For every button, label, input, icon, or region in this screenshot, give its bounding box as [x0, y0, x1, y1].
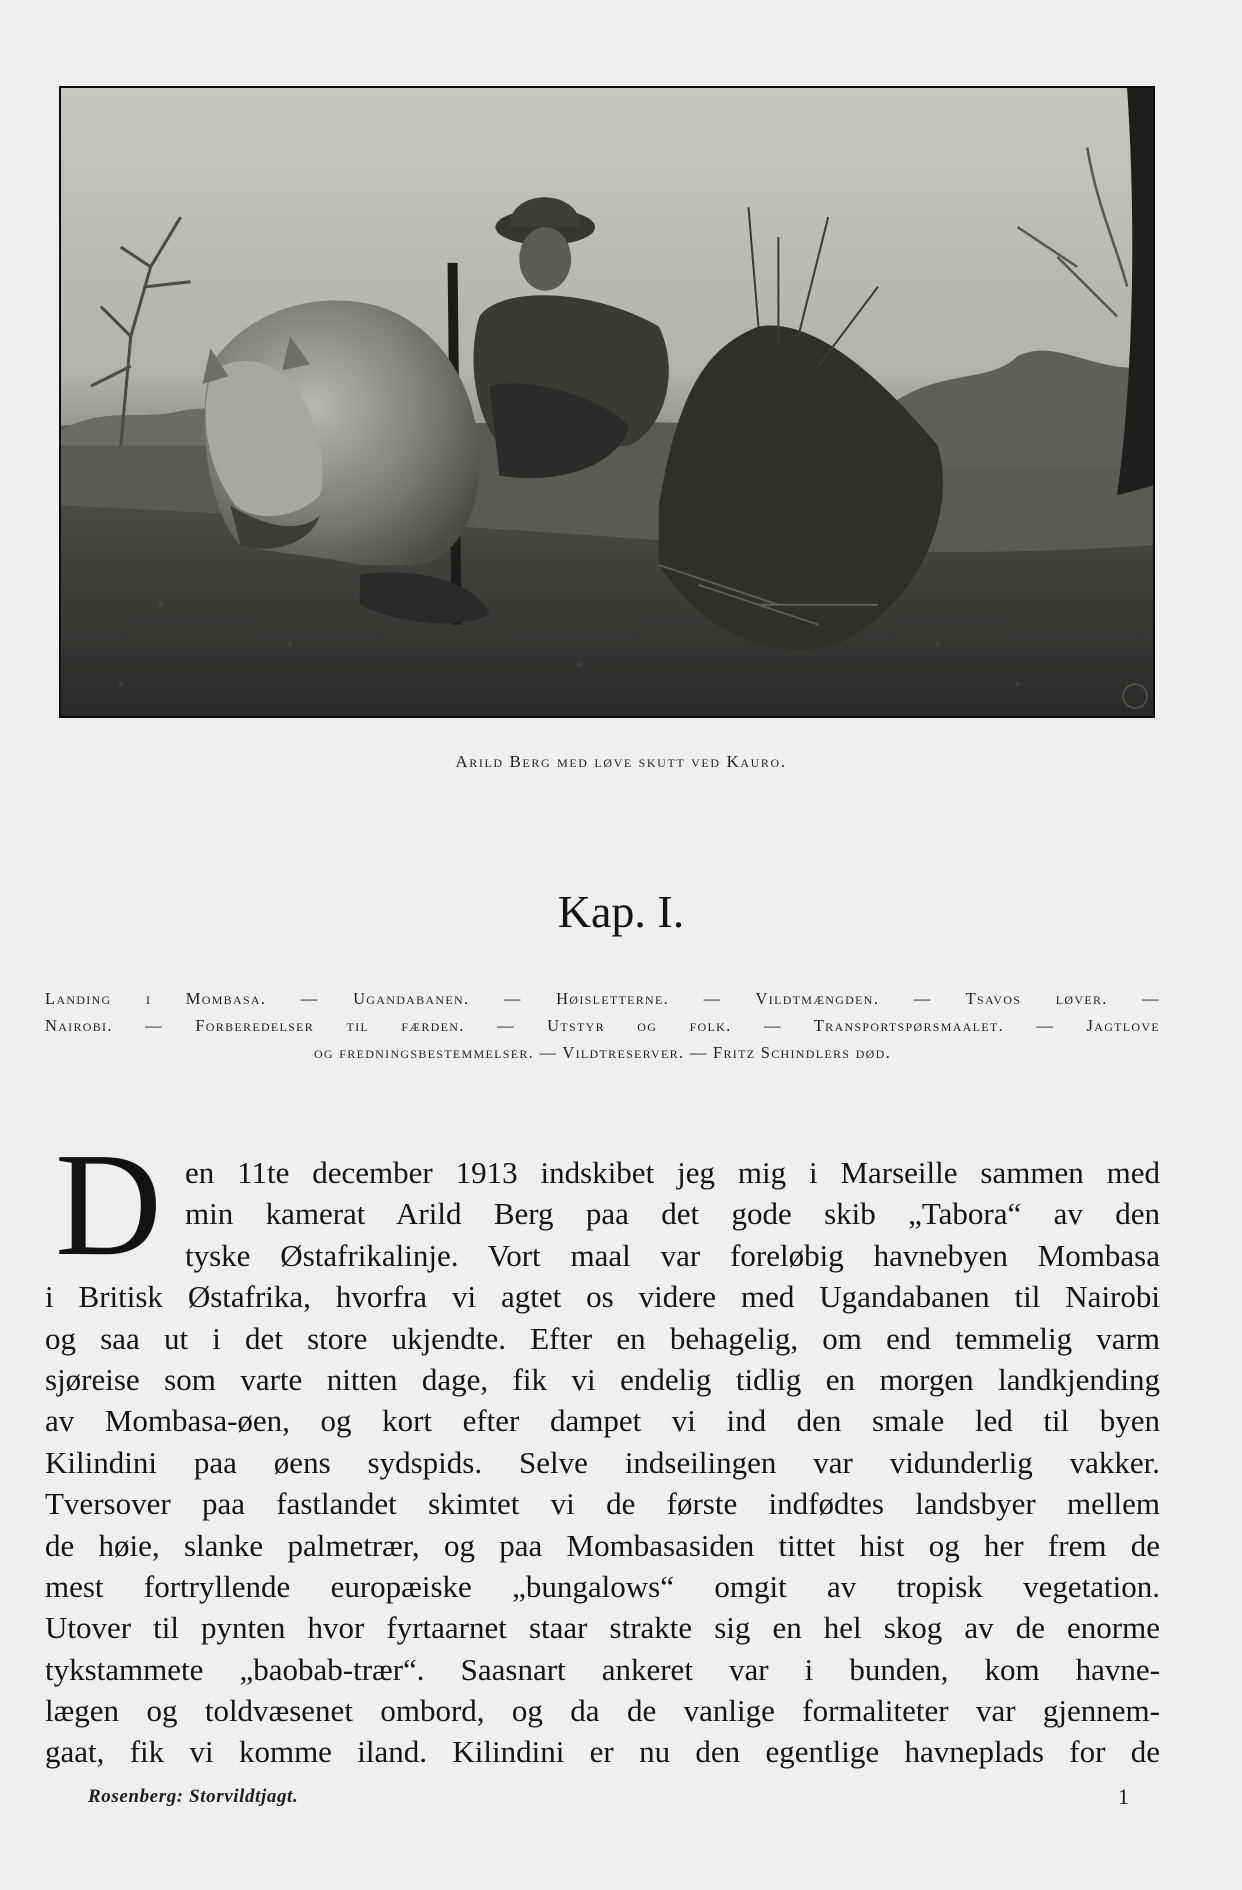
body-line: av Mombasa-øen, og kort efter dampet vi ind den smale led til byen [45, 1403, 1160, 1439]
body-line: mest fortryllende europæiske „bungalows“ omgit av tropisk vegetation. [45, 1568, 1160, 1604]
body-line: tykstammete „baobab-trær“. Saasnart ankeret var i bunden, kom havne- [45, 1651, 1160, 1687]
body-line: Kilindini paa øens sydspids. Selve indseilingen var vidunderlig vakker. [45, 1444, 1160, 1480]
body-line: en 11te december 1913 indskibet jeg mig i Marseille sammen med [185, 1155, 1160, 1190]
drop-cap: D [55, 1123, 162, 1287]
body-line: de høie, slanke palmetrær, og paa Mombasasiden tittet hist og her frem de [45, 1527, 1160, 1563]
chapter-title: Kap. I. [557, 886, 685, 937]
running-title: Rosenberg: Storvildtjagt. [88, 1786, 299, 1807]
body-line: Tversover paa fastlandet skimtet vi de første indfødtes landsbyer mellem [45, 1486, 1160, 1522]
summary-line: Landing i Mombasa. — Ugandabanen. — Høisletterne. — Vildtmængden. — Tsavos løver. — [45, 989, 1160, 1008]
body-text [45, 1152, 1160, 1773]
body-line: gaat, fik vi komme iland. Kilindini er nu den egentlige havneplads for de [45, 1734, 1160, 1770]
photograph [59, 86, 1155, 718]
summary-line: og fredningsbestemmelser. — Vildtreserver. — Fritz Schindlers død. [313, 1043, 892, 1062]
photo-caption: Arild Berg med løve skutt ved Kauro. [455, 752, 787, 771]
summary-line: Nairobi. — Forberedelser til færden. — Utstyr og folk. — Transportspørsmaalet. — Jagtlove [45, 1016, 1160, 1035]
body-line: lægen og toldvæsenet ombord, og da de vanlige formaliteter var gjennem- [45, 1693, 1160, 1729]
chapter-summary [45, 985, 1160, 1066]
body-line: sjøreise som varte nitten dage, fik vi endelig tidlig en morgen landkjending [45, 1361, 1160, 1397]
page-number: 1 [1118, 1784, 1129, 1809]
body-line: og saa ut i det store ukjendte. Efter en behagelig, om end temmelig varm [45, 1320, 1160, 1356]
body-line: tyske Østafrikalinje. Vort maal var foreløbig havnebyen Mombasa [185, 1237, 1160, 1273]
body-line: Utover til pynten hvor fyrtaarnet staar strakte sig en hel skog av de enorme [45, 1610, 1160, 1646]
body-line: min kamerat Arild Berg paa det gode skib „Tabora“ av den [185, 1196, 1160, 1232]
body-line: i Britisk Østafrika, hvorfra vi agtet os videre med Ugandabanen til Nairobi [45, 1279, 1160, 1315]
lion-hunt-photo [61, 88, 1153, 716]
